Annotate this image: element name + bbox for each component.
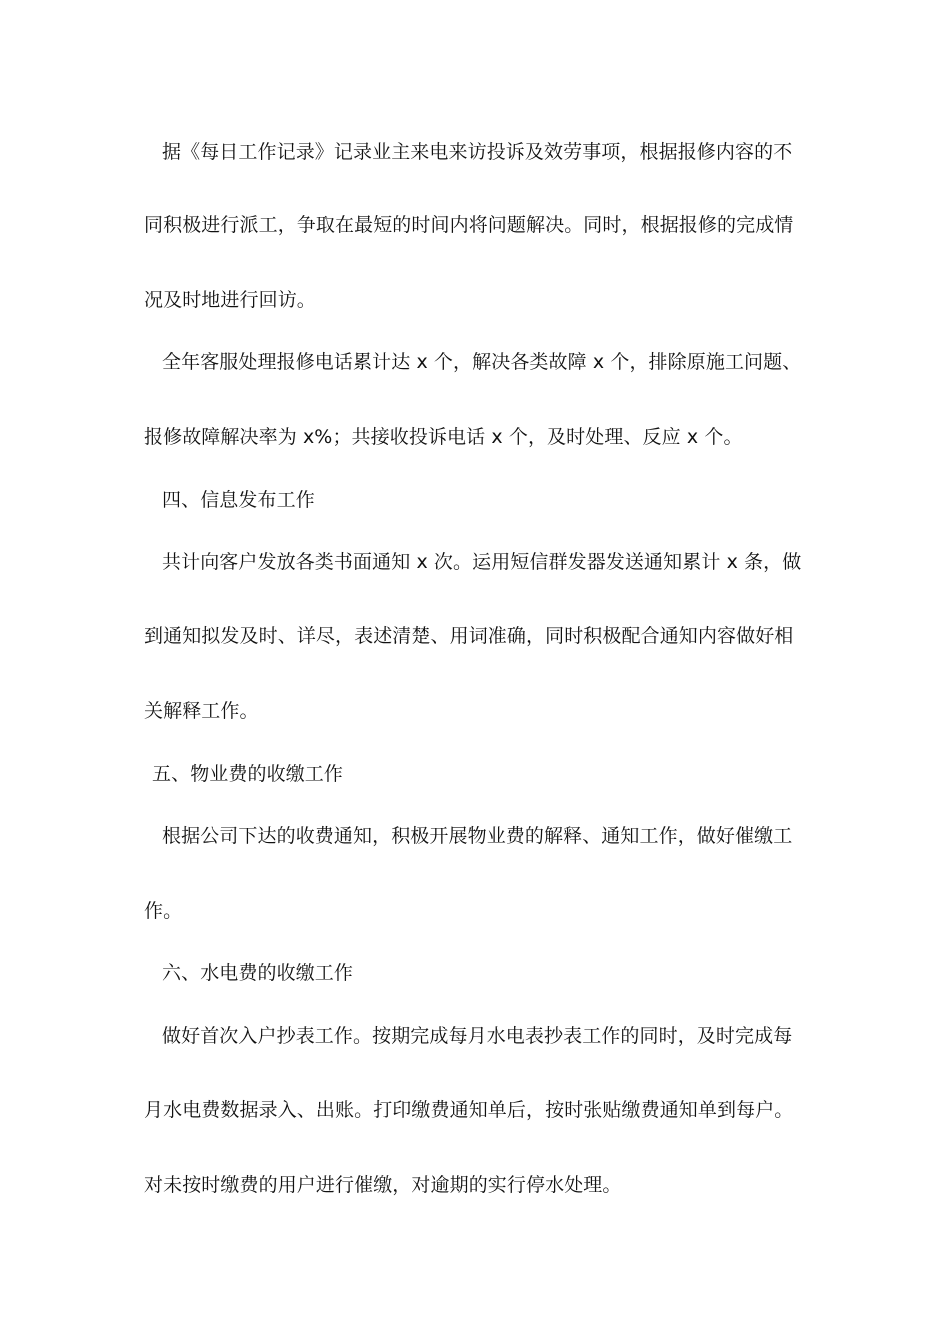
section-heading: 四、信息发布工作 [162,489,315,511]
section-heading: 五、物业费的收缴工作 [152,763,344,785]
paragraph-line: 根据公司下达的收费通知，积极开展物业费的解释、通知工作，做好催缴工 [162,825,793,847]
section-heading: 六、水电费的收缴工作 [162,962,354,984]
paragraph-line: 同积极进行派工，争取在最短的时间内将问题解决。同时，根据报修的完成情 [144,214,794,236]
paragraph-line: 到通知拟发及时、详尽，表述清楚、用词准确，同时积极配合通知内容做好相 [144,625,794,647]
paragraph-line: 况及时地进行回访。 [144,289,316,311]
paragraph-line: 据《每日工作记录》记录业主来电来访投诉及效劳事项，根据报修内容的不 [162,141,793,163]
paragraph-line: 报修故障解决率为 x%；共接收投诉电话 x 个，及时处理、反应 x 个。 [144,426,743,448]
paragraph-line: 关解释工作。 [144,700,259,722]
paragraph-line: 对未按时缴费的用户进行催缴，对逾期的实行停水处理。 [144,1174,622,1196]
paragraph-line: 共计向客户发放各类书面通知 x 次。运用短信群发器发送通知累计 x 条，做 [162,551,802,573]
paragraph-line: 月水电费数据录入、出账。打印缴费通知单后，按时张贴缴费通知单到每户。 [144,1099,794,1121]
paragraph-line: 全年客服处理报修电话累计达 x 个，解决各类故障 x 个，排除原施工问题、 [162,351,802,373]
paragraph-line: 作。 [144,900,183,922]
paragraph-line: 做好首次入户抄表工作。按期完成每月水电表抄表工作的同时，及时完成每 [162,1025,793,1047]
